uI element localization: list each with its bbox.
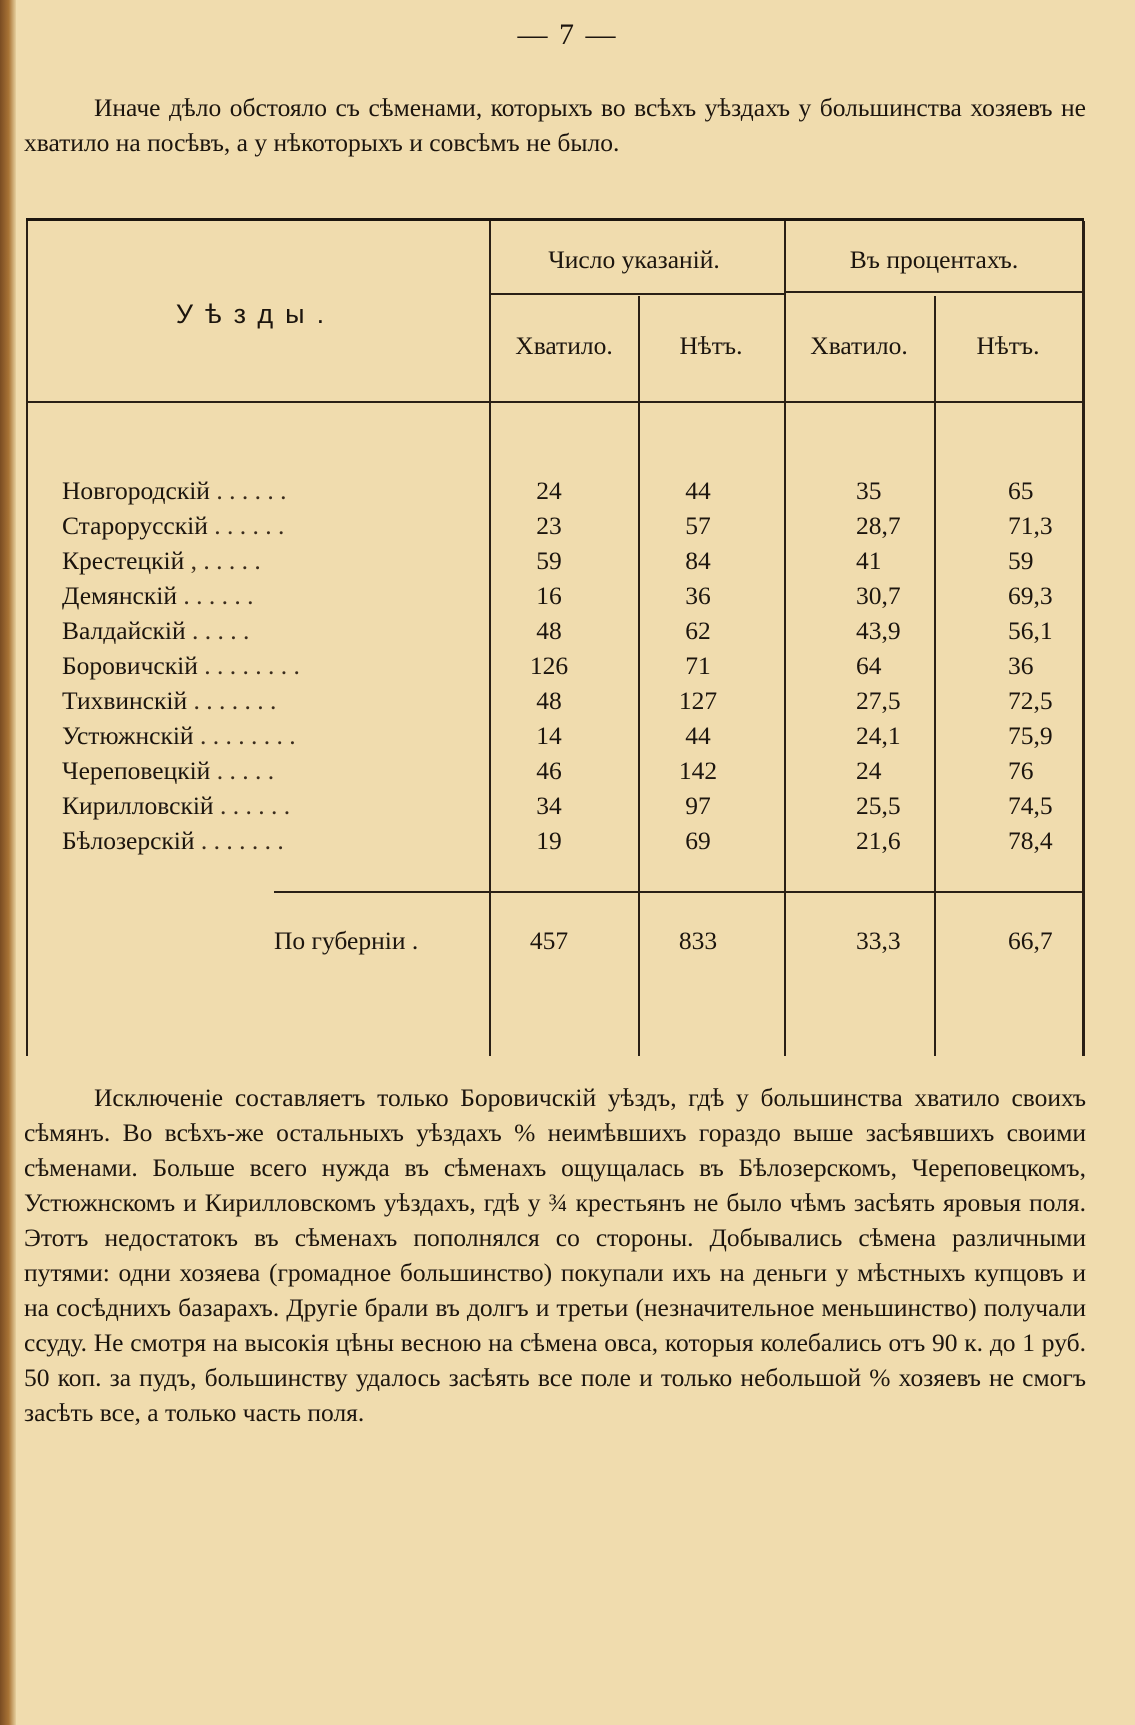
pct-none: 65 <box>1008 476 1034 505</box>
body-paragraph <box>24 1080 1086 1430</box>
pct-enough: 43,9 <box>856 616 901 645</box>
total-count-enough: 457 <box>529 926 569 955</box>
table-total-row <box>26 926 1084 961</box>
count-enough: 59 <box>536 546 562 575</box>
pct-enough: 27,5 <box>856 686 901 715</box>
total-pct-none: 66,7 <box>1008 926 1053 955</box>
total-count-none: 833 <box>678 926 718 955</box>
count-enough: 46 <box>536 756 562 785</box>
count-enough: 14 <box>536 721 562 750</box>
table-row <box>26 686 1084 721</box>
pct-none: 76 <box>1008 756 1034 785</box>
page-edge <box>0 0 16 1725</box>
district-name: Демянскій . . . . . . <box>62 581 254 610</box>
pct-none: 71,3 <box>1008 511 1053 540</box>
pct-enough: 35 <box>856 476 882 505</box>
count-enough: 48 <box>536 616 562 645</box>
district-name: Новгородскій . . . . . . <box>62 476 287 505</box>
district-name: Устюжнскій . . . . . . . . <box>62 721 296 750</box>
pct-enough: 41 <box>856 546 882 575</box>
pct-enough: 28,7 <box>856 511 901 540</box>
count-none: 97 <box>685 791 711 820</box>
pct-enough: 64 <box>856 651 882 680</box>
table-row <box>26 476 1084 511</box>
district-name: Кирилловскій . . . . . . <box>62 791 291 820</box>
count-enough: 34 <box>536 791 562 820</box>
body-text: Исключеніе составляетъ только Боровичскій уѣздъ, гдѣ у большинства хватило своихъ сѣмянъ. Во всѣхъ-же остальныхъ уѣздахъ % неимѣвшихъ гораздо выше засѣявшихъ своими сѣменами. Больше всего нужда въ сѣменахъ ощущалась въ Бѣлозерскомъ, Череповецкомъ, Устюжнскомъ и Кирилловскомъ уѣздахъ, гдѣ у ¾ крестьянъ не было чѣмъ засѣять яровыя поля. Этотъ недостатокъ въ сѣменахъ пополнялся со стороны. Добывались сѣмена различными путями: одни хозяева (громадное большинство) покупали ихъ на деньги у мѣстныхъ купцовъ и на сосѣднихъ базарахъ. Другіе брали въ долгъ и третьи (незначительное меньшинство) получали ссуду. Не смотря на высокія цѣны весною на сѣмена овса, которыя колебались отъ 90 к. до 1 руб. 50 коп. за пудъ, большинству удалось засѣять все поле и только небольшой % хозяевъ не смогъ засѣть все, а только часть поля. <box>24 1083 1086 1427</box>
header-count-none: Нѣтъ. <box>679 331 743 360</box>
district-name: Череповецкій . . . . . <box>62 756 275 785</box>
table-rule-count-header <box>489 293 784 295</box>
district-name: Валдайскій . . . . . <box>62 616 250 645</box>
table-row <box>26 756 1084 791</box>
table-row <box>26 616 1084 651</box>
pct-none: 56,1 <box>1008 616 1053 645</box>
count-enough: 48 <box>536 686 562 715</box>
pct-enough: 21,6 <box>856 826 901 855</box>
count-none: 36 <box>685 581 711 610</box>
pct-none: 69,3 <box>1008 581 1053 610</box>
page-number: — 7 — <box>517 18 618 51</box>
header-districts: Уѣзды. <box>175 299 337 329</box>
count-none: 127 <box>678 686 718 715</box>
table-row <box>26 511 1084 546</box>
table-row <box>26 721 1084 756</box>
pct-none: 59 <box>1008 546 1034 575</box>
count-none: 44 <box>685 721 711 750</box>
header-count-enough: Хватило. <box>515 331 613 360</box>
count-none: 71 <box>685 651 711 680</box>
seed-table <box>26 218 1084 1061</box>
intro-text: Иначе дѣло обстояло съ сѣменами, которыхъ во всѣхъ уѣздахъ у большинства хозяевъ не хватило на посѣвъ, а у нѣкоторыхъ и совсѣмъ не было. <box>24 93 1086 157</box>
table-rule-pct-header <box>784 291 1084 293</box>
district-name: Старорусскій . . . . . . <box>62 511 285 540</box>
pct-enough: 24,1 <box>856 721 901 750</box>
count-enough: 24 <box>536 476 562 505</box>
table-rule-header-bottom <box>26 401 1084 403</box>
pct-none: 72,5 <box>1008 686 1053 715</box>
district-name: Тихвинскій . . . . . . . <box>62 686 277 715</box>
header-pct-none: Нѣтъ. <box>976 331 1040 360</box>
table-row <box>26 651 1084 686</box>
district-name: Боровичскій . . . . . . . . <box>62 651 300 680</box>
count-none: 142 <box>678 756 718 785</box>
table-row <box>26 791 1084 826</box>
pct-none: 78,4 <box>1008 826 1053 855</box>
intro-paragraph <box>24 90 1086 160</box>
table-rule-total <box>274 891 1084 893</box>
header-pct-enough: Хватило. <box>810 331 908 360</box>
count-enough: 16 <box>536 581 562 610</box>
table-row <box>26 546 1084 581</box>
total-pct-enough: 33,3 <box>856 926 901 955</box>
count-none: 62 <box>685 616 711 645</box>
header-percent: Въ процентахъ. <box>849 245 1019 274</box>
count-enough: 126 <box>529 651 569 680</box>
count-none: 44 <box>685 476 711 505</box>
count-enough: 19 <box>536 826 562 855</box>
count-none: 69 <box>685 826 711 855</box>
pct-none: 75,9 <box>1008 721 1053 750</box>
pct-none: 74,5 <box>1008 791 1053 820</box>
total-label: По губерніи . <box>274 926 419 955</box>
pct-enough: 30,7 <box>856 581 901 610</box>
district-name: Крестецкій , . . . . . <box>62 546 261 575</box>
district-name: Бѣлозерскій . . . . . . . <box>62 826 284 855</box>
count-none: 84 <box>685 546 711 575</box>
pct-enough: 25,5 <box>856 791 901 820</box>
table-row <box>26 826 1084 861</box>
pct-none: 36 <box>1008 651 1034 680</box>
count-enough: 23 <box>536 511 562 540</box>
pct-enough: 24 <box>856 756 882 785</box>
count-none: 57 <box>685 511 711 540</box>
table-body <box>26 476 1084 861</box>
header-count: Число указаній. <box>548 245 720 274</box>
table-row <box>26 581 1084 616</box>
